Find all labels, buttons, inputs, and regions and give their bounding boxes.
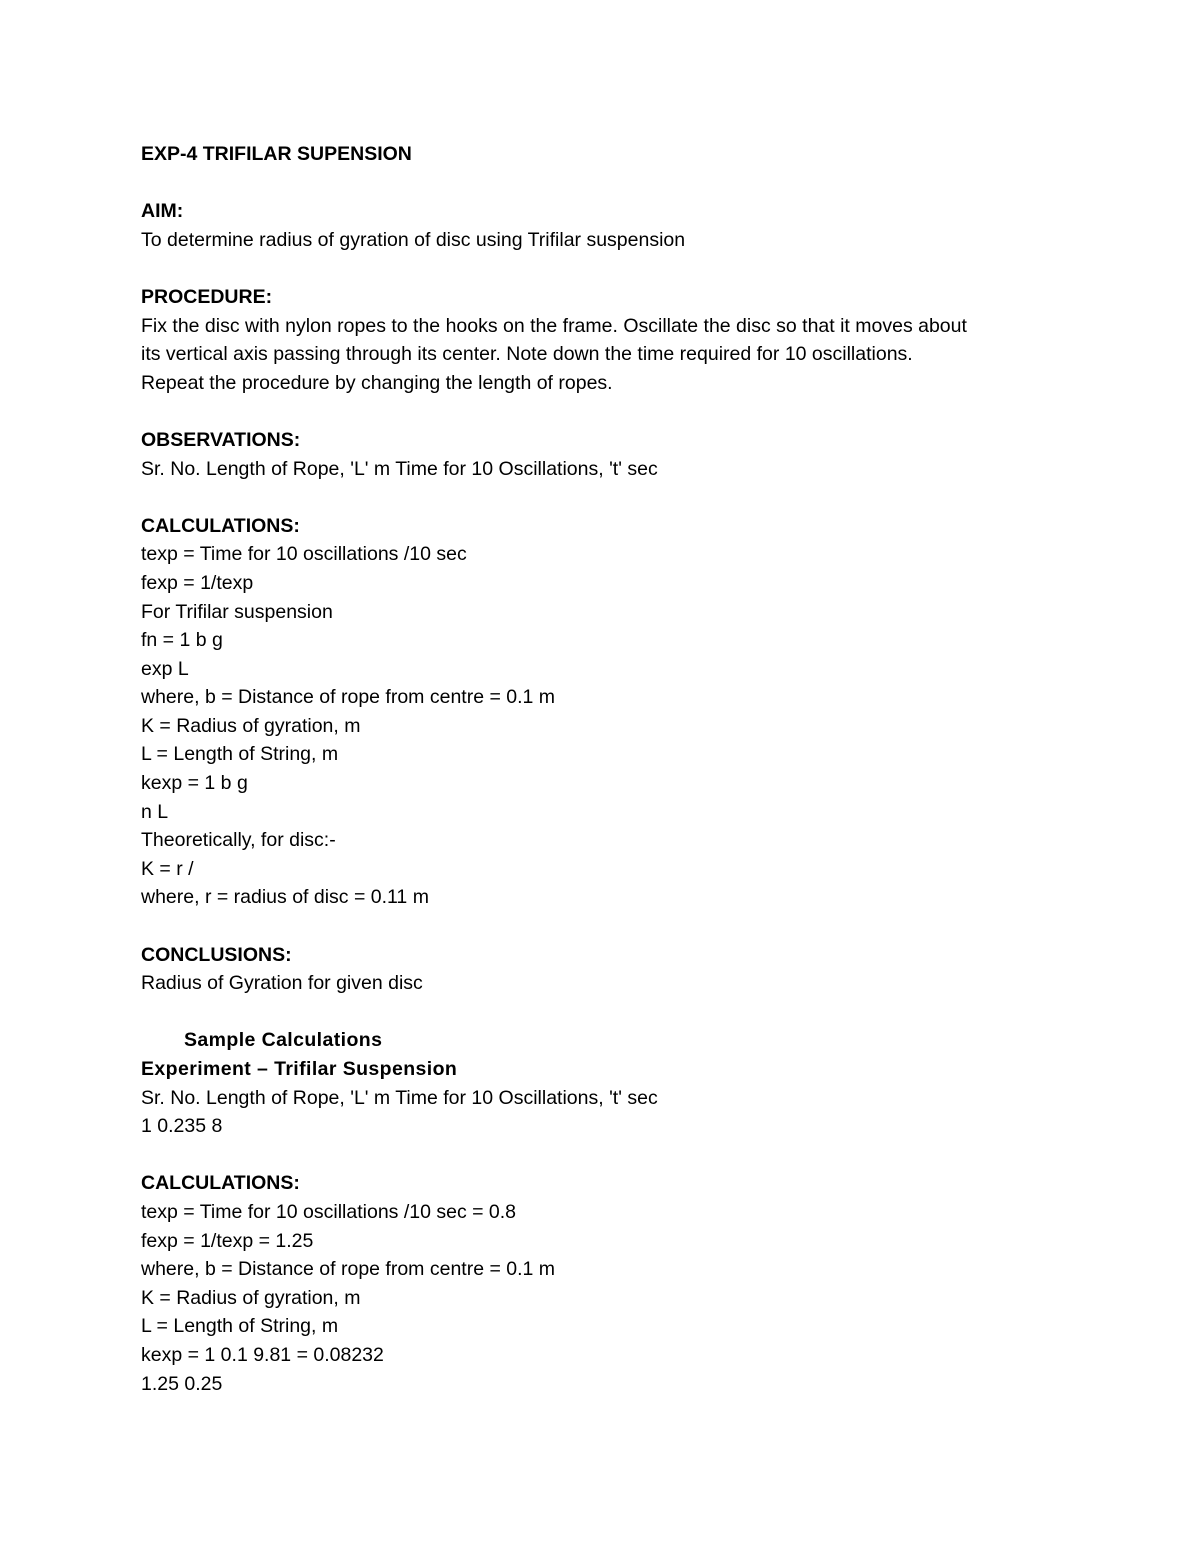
sample-calculation-line: texp = Time for 10 oscillations /10 sec = 0.8 [141,1200,517,1223]
calculation-line: fn = 1 b g [141,629,223,652]
document-title: EXP-4 TRIFILAR SUPENSION [141,143,412,165]
sample-calculation-line: where, b = Distance of rope from centre = 0.1 m [141,1258,556,1281]
conclusions-heading: CONCLUSIONS: [141,943,292,966]
calculation-line: K = r / [141,857,194,880]
calculation-line: where, r = radius of disc = 0.11 m [141,886,429,909]
sample-calculation-line: kexp = 1 0.1 9.81 = 0.08232 [141,1343,384,1366]
sample-calculation-line: L = Length of String, m [141,1315,339,1338]
calculations-heading: CALCULATIONS: [141,514,300,537]
procedure-heading: PROCEDURE: [141,285,273,308]
sample-calculation-line: K = Radius of gyration, m [141,1286,361,1309]
spacer [141,397,1101,426]
calculation-line: For Trifilar suspension [141,600,333,623]
calculation-line: Theoretically, for disc:- [141,829,336,852]
calculation-line: fexp = 1/texp [141,571,254,594]
calculation-line: exp L [141,657,189,680]
sample-subheading: Experiment – Trifilar Suspension [141,1058,458,1080]
sample-table-header: Sr. No. Length of Rope, 'L' m Time for 10 Oscillations, 't' sec [141,1086,658,1109]
sample-heading: Sample Calculations [184,1029,383,1052]
conclusions-text: Radius of Gyration for given disc [141,972,423,995]
spacer [141,912,1101,941]
aim-heading: AIM: [141,200,184,223]
calculation-line: where, b = Distance of rope from centre = 0.1 m [141,686,556,709]
calculation-line: K = Radius of gyration, m [141,714,361,737]
document-page [141,140,1101,1398]
spacer [141,254,1101,283]
spacer [141,169,1101,198]
calculation-line: n L [141,800,169,823]
spacer [141,483,1101,512]
procedure-line: Fix the disc with nylon ropes to the hooks on the frame. Oscillate the disc so that it moves about [141,314,967,337]
calculation-line: L = Length of String, m [141,743,339,766]
sample-calculation-line: 1.25 0.25 [141,1372,223,1395]
sample-calculation-line: fexp = 1/texp = 1.25 [141,1229,314,1252]
calculation-line: kexp = 1 b g [141,772,248,795]
observations-text: Sr. No. Length of Rope, 'L' m Time for 10 Oscillations, 't' sec [141,457,658,480]
sample-table-row: 1 0.235 8 [141,1115,223,1138]
sample-calculations-heading: CALCULATIONS: [141,1172,300,1195]
calculation-line: texp = Time for 10 oscillations /10 sec [141,543,467,566]
observations-heading: OBSERVATIONS: [141,428,301,451]
spacer [141,998,1101,1027]
procedure-line: Repeat the procedure by changing the length of ropes. [141,371,613,394]
aim-text: To determine radius of gyration of disc using Trifilar suspension [141,228,686,251]
spacer [141,1141,1101,1170]
procedure-line: its vertical axis passing through its center. Note down the time required for 10 oscillations. [141,343,913,366]
